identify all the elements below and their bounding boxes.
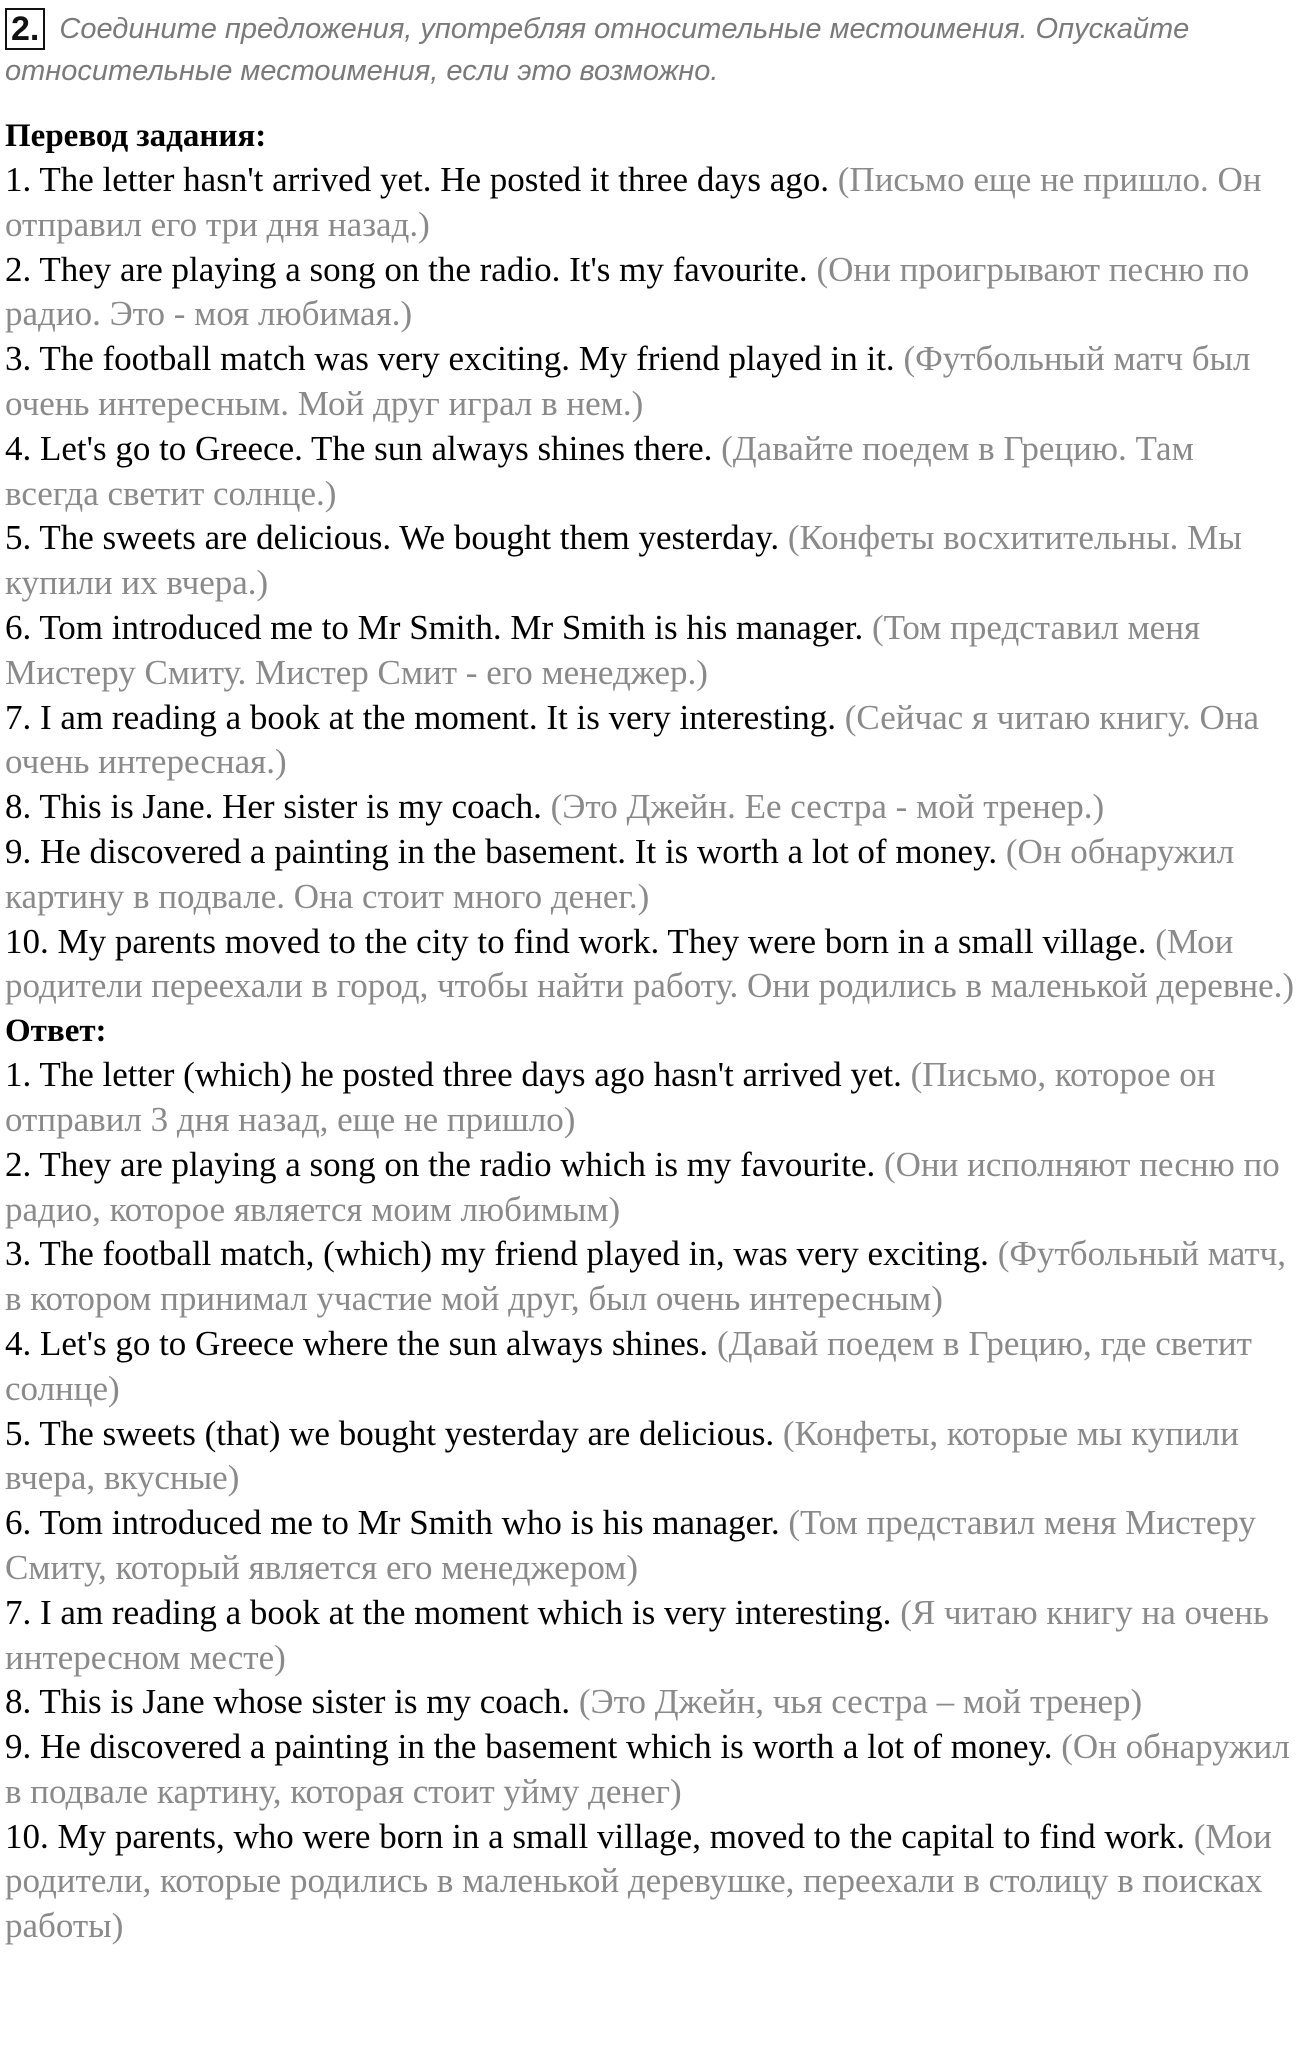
translation-item [5,158,1295,248]
answer-section [5,1009,1295,1949]
sentence-en: 9. He discovered a painting in the basement. It is worth a lot of money. [5,831,998,871]
task-header [5,8,1295,92]
answer-en: 9. He discovered a painting in the basement which is worth a lot of money. [5,1727,1053,1767]
answer-en: 2. They are playing a song on the radio which is my favourite. [5,1144,876,1184]
answer-en: 6. Tom introduced me to Mr Smith who is his manager. [5,1503,780,1543]
translation-item [5,785,1295,830]
sentence-en: 8. This is Jane. Her sister is my coach. [5,787,542,827]
sentence-en: 7. I am reading a book at the moment. It is very interesting. [5,697,837,737]
sentence-en: 4. Let's go to Greece. The sun always shines there. [5,428,713,468]
sentence-ru: (Они проигрывают песню по радио. Это - моя любимая.) [5,249,1250,334]
answer-item [5,1591,1295,1681]
answer-ru: (Футбольный матч, в котором принимал участие мой друг, был очень интересным) [5,1234,1286,1319]
translation-item [5,696,1295,786]
task-number-badge: 2. [5,8,45,50]
sentence-en: 1. The letter hasn't arrived yet. He posted it three days ago. [5,160,830,199]
translation-item [5,337,1295,427]
sentence-en: 5. The sweets are delicious. We bought them yesterday. [5,518,780,558]
translation-item [5,427,1295,517]
answer-item [5,1322,1295,1412]
answer-item [5,1232,1295,1322]
sentence-ru: (Том представил меня Мистеру Смиту. Мистер Смит - его менеджер.) [5,607,1201,692]
answer-ru: (Мои родители, которые родились в маленькой деревушке, переехали в столицу в поисках работы) [5,1816,1272,1946]
answer-ru: (Он обнаружил в подвале картину, которая стоит уйму денег) [5,1727,1290,1811]
answer-ru: (Письмо, которое он отправил 3 дня назад, еще не пришло) [5,1055,1216,1139]
sentence-ru: (Он обнаружил картину в подвале. Она стоит много денег.) [5,831,1235,916]
answer-en: 4. Let's go to Greece where the sun always shines. [5,1323,709,1363]
answer-en: 10. My parents, who were born in a small village, moved to the capital to find work. [5,1816,1186,1856]
answer-ru: (Том представил меня Мистеру Смиту, который является его менеджером) [5,1503,1256,1587]
answer-en: 1. The letter (which) he posted three days ago hasn't arrived yet. [5,1055,902,1095]
answer-item [5,1725,1295,1815]
answer-item [5,1501,1295,1591]
answer-item [5,1053,1295,1143]
answer-en: 8. This is Jane whose sister is my coach. [5,1682,571,1722]
translation-item [5,248,1295,338]
translation-item [5,606,1295,696]
sentence-ru: (Футбольный матч был очень интересным. Мой друг играл в нем.) [5,339,1251,423]
answer-en: 7. I am reading a book at the moment which is very interesting. [5,1592,892,1632]
translation-item [5,830,1295,920]
sentence-ru: (Это Джейн. Ее сестра - мой тренер.) [550,787,1105,827]
answer-item [5,1412,1295,1502]
sentence-en: 10. My parents moved to the city to find work. They were born in a small village. [5,921,1147,961]
translation-section [5,114,1295,1009]
answer-ru: (Они исполняют песню по радио, которое является моим любимым) [5,1144,1280,1229]
translation-item [5,516,1295,606]
sentence-ru: (Мои родители переехали в город, чтобы найти работу. Они родились в маленькой деревне.) [5,921,1295,1006]
sentence-ru: (Письмо еще не пришло. Он отправил его три дня назад.) [5,160,1262,244]
translation-item [5,920,1295,1010]
translation-section-title: Перевод задания: [5,118,267,154]
sentence-ru: (Конфеты восхитительны. Мы купили их вчера.) [5,518,1242,603]
sentence-en: 3. The football match was very exciting. My friend played in it. [5,339,895,379]
answer-ru: (Конфеты, которые мы купили вчера, вкусные) [5,1413,1239,1498]
answer-item [5,1143,1295,1233]
sentence-ru: (Давайте поедем в Грецию. Там всегда светит солнце.) [5,428,1194,513]
task-instruction: Соедините предложения, употребляя относительные местоимения. Опускайте относительные местоимения, если это возможно. [5,13,1190,87]
answer-section-title: Ответ: [5,1013,107,1050]
document-page [5,8,1295,1949]
answer-ru: (Давай поедем в Грецию, где светит солнце) [5,1323,1252,1408]
answer-ru: (Я читаю книгу на очень интересном месте) [5,1592,1269,1677]
sentence-ru: (Сейчас я читаю книгу. Она очень интересная.) [5,697,1260,782]
answer-item [5,1680,1295,1725]
sentence-en: 2. They are playing a song on the radio. It's my favourite. [5,249,808,289]
answer-item [5,1815,1295,1949]
answer-en: 3. The football match, (which) my friend played in, was very exciting. [5,1234,989,1274]
answer-ru: (Это Джейн, чья сестра – мой тренер) [578,1682,1143,1722]
sentence-en: 6. Tom introduced me to Mr Smith. Mr Smith is his manager. [5,607,864,647]
answer-en: 5. The sweets (that) we bought yesterday are delicious. [5,1413,775,1453]
